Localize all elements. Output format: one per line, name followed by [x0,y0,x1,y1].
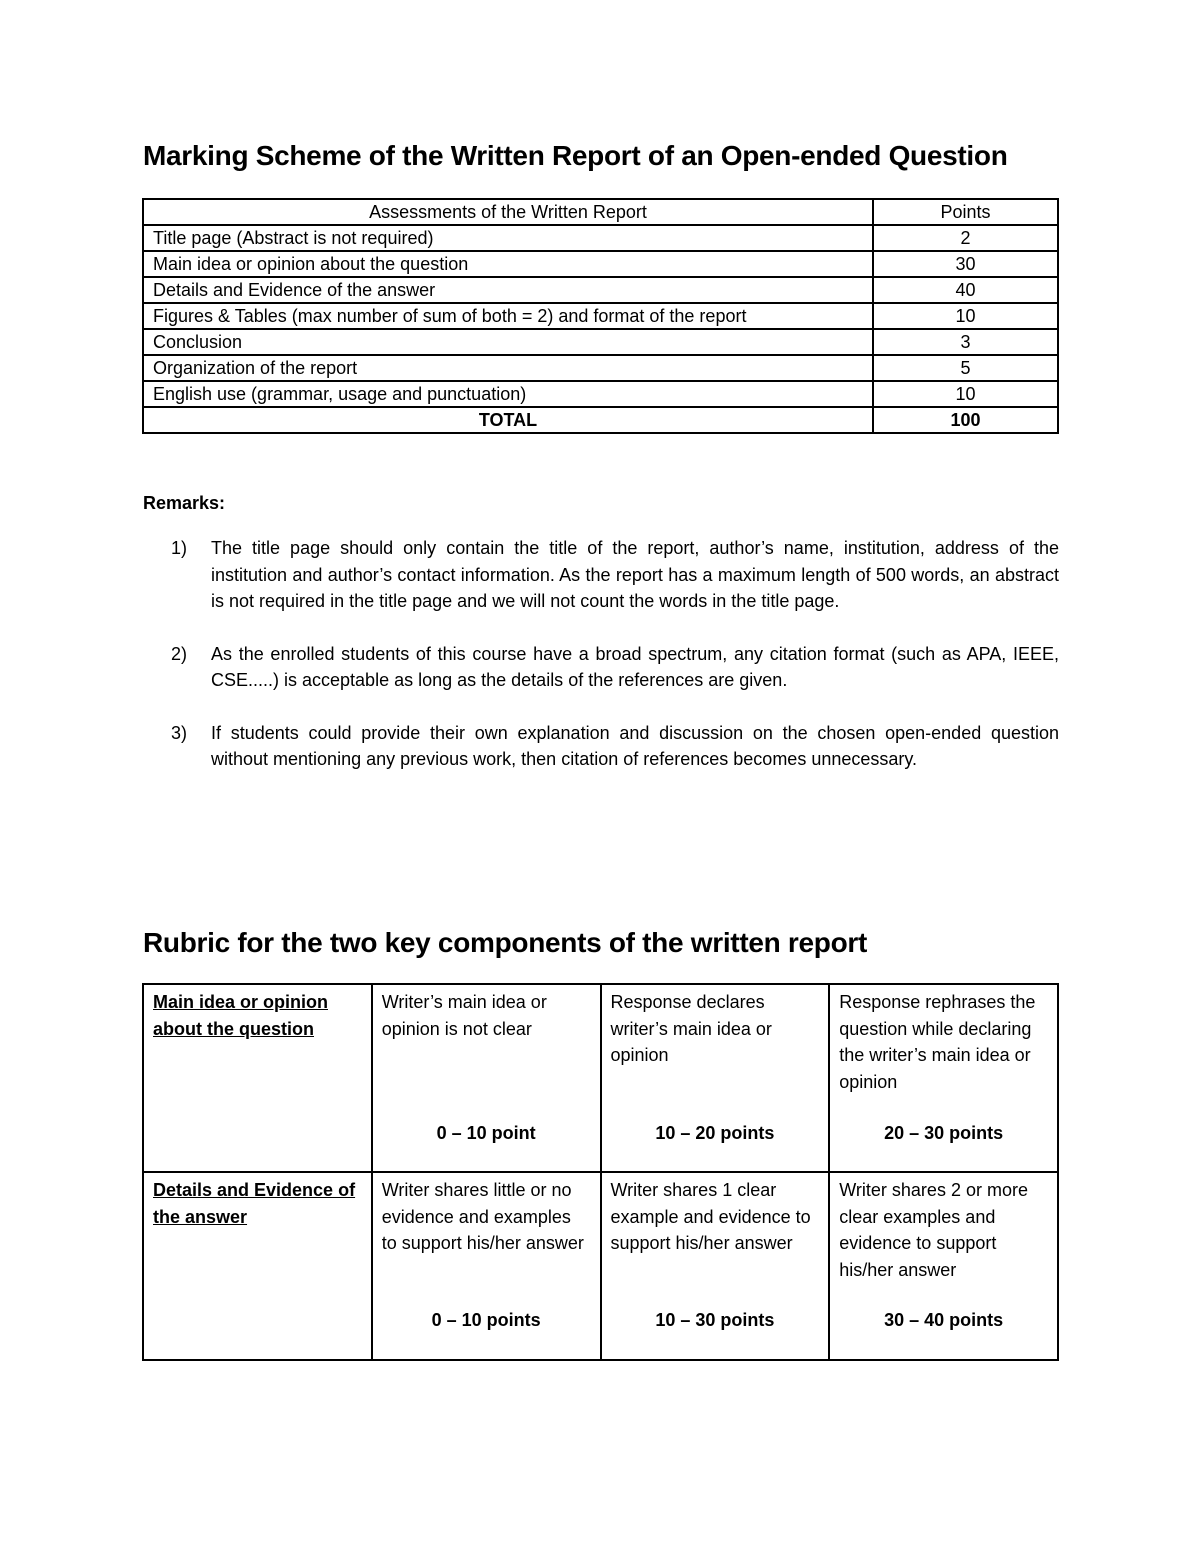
table-row [143,303,1058,329]
table-row [143,329,1058,355]
table-row [143,225,1058,251]
total-points: 100 [873,407,1058,433]
table-row [143,277,1058,303]
rubric-table [142,983,1059,1361]
list-item-text: If students could provide their own explanation and discussion on the chosen open-ended question without mentioning any previous work, then citation of references becomes unnecessary. [211,722,1059,769]
rubric-level-description: Writer shares 1 clear example and evidence to support his/her answer [610,1180,811,1253]
rubric-level-points: 10 – 30 points [655,1310,775,1330]
assessment-points: 10 [873,381,1058,407]
assessment-item: Figures & Tables (max number of sum of both = 2) and format of the report [143,303,873,329]
list-item-text: The title page should only contain the title of the report, author’s name, institution, address of the institution and author’s contact information. As the report has a maximum length of 500 words, an abstract is not required in the title page and we will not count the words in the title page. [211,538,1059,611]
list-item-text: As the enrolled students of this course have a broad spectrum, any citation format (such as APA, IEEE, CSE.....) is acceptable as long as the details of the references are given. [211,643,1059,690]
rubric-title: Rubric for the two key components of the written report [143,927,867,958]
assessment-item: Title page (Abstract is not required) [143,225,873,251]
rubric-criterion: Main idea or opinion about the question [153,992,328,1039]
assessment-item: Organization of the report [143,355,873,381]
assessment-item: Details and Evidence of the answer [143,277,873,303]
rubric-level-cell [829,1172,1058,1360]
assessment-item: Conclusion [143,329,873,355]
list-item-number: 2) [171,643,188,664]
rubric-level-points: 0 – 10 point [436,1123,536,1143]
marking-scheme-table [142,198,1059,434]
page-title: Marking Scheme of the Written Report of an Open-ended Question [143,140,1008,171]
rubric-criterion-cell [143,1172,372,1360]
table-row [143,355,1058,381]
assessment-points: 5 [873,355,1058,381]
total-row [143,407,1058,433]
table-header-row [143,199,1058,225]
rubric-level-points: 0 – 10 points [431,1310,541,1330]
table-row [143,984,1058,1172]
list-item [143,720,1059,773]
rubric-level-cell [372,984,601,1172]
assessment-item: English use (grammar, usage and punctuation) [143,381,873,407]
list-item-number: 3) [171,722,188,743]
list-item [143,641,1059,694]
rubric-level-cell [372,1172,601,1360]
rubric-level-description: Response declares writer’s main idea or opinion [610,992,772,1065]
rubric-level-cell [829,984,1058,1172]
rubric-level-points: 10 – 20 points [655,1123,775,1143]
rubric-level-description: Writer shares little or no evidence and examples to support his/her answer [381,1180,584,1253]
assessment-points: 40 [873,277,1058,303]
rubric-criterion-cell [143,984,372,1172]
table-row [143,251,1058,277]
rubric-criterion: Details and Evidence of the answer [153,1180,356,1227]
assessment-points: 2 [873,225,1058,251]
assessment-points: 30 [873,251,1058,277]
list-item-number: 1) [171,538,188,558]
list-item [143,535,1059,615]
column-header-points: Points [873,199,1058,225]
rubric-level-points: 30 – 40 points [884,1310,1004,1330]
column-header-assessment: Assessments of the Written Report [143,199,873,225]
total-label: TOTAL [143,407,873,433]
remarks-list [143,535,1059,799]
assessment-points: 10 [873,303,1058,329]
assessment-points: 3 [873,329,1058,355]
remarks-heading: Remarks: [143,493,226,513]
rubric-level-cell [601,1172,830,1360]
table-row [143,381,1058,407]
rubric-level-description: Writer shares 2 or more clear examples and evidence to support his/her answer [839,1180,1028,1280]
table-row [143,1172,1058,1360]
assessment-item: Main idea or opinion about the question [143,251,873,277]
rubric-level-cell [601,984,830,1172]
rubric-level-points: 20 – 30 points [884,1123,1004,1143]
rubric-level-description: Response rephrases the question while declaring the writer’s main idea or opinion [839,992,1036,1092]
rubric-level-description: Writer’s main idea or opinion is not clear [381,992,547,1039]
